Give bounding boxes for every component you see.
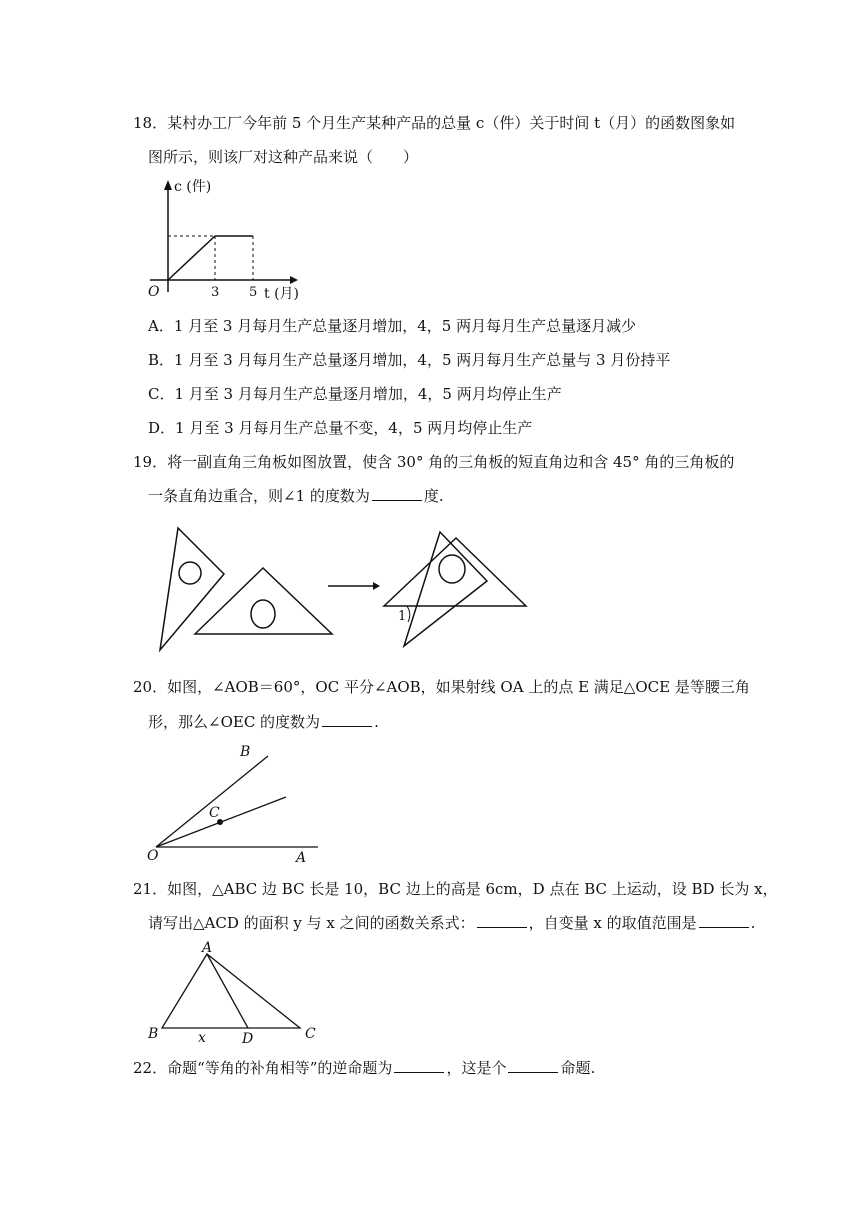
q21-line2-middle: ，自变量 x 的取值范围是 xyxy=(528,914,697,932)
q21-line2 xyxy=(148,912,755,933)
q21-label-d: D xyxy=(242,1031,254,1047)
q22-text-b: ，这是个 xyxy=(446,1059,507,1077)
q18-option-a[interactable]: A．1 月至 3 月每月生产总量逐月增加，4，5 两月每月生产总量逐月减少 xyxy=(148,317,637,335)
q22-text-a: 22．命题“等角的补角相等”的逆命题为 xyxy=(133,1059,393,1077)
q19-answer-blank[interactable] xyxy=(372,486,422,501)
q20-label-o: O xyxy=(147,848,159,864)
q18-tick-3: 3 xyxy=(211,285,220,300)
q20-line2 xyxy=(148,711,379,732)
q21-answer-blank-1[interactable] xyxy=(477,913,527,928)
q18-option-d[interactable]: D．1 月至 3 月每月生产总量不变，4，5 两月均停止生产 xyxy=(148,419,533,437)
q21-label-a: A xyxy=(202,940,213,956)
q22-answer-blank-2[interactable] xyxy=(508,1058,558,1073)
q18-tick-5: 5 xyxy=(249,285,258,300)
q19-figure xyxy=(150,524,540,654)
q18-ylabel: c (件) xyxy=(174,179,212,195)
q22-answer-blank-1[interactable] xyxy=(394,1058,444,1073)
q22-line xyxy=(133,1057,595,1078)
q21-figure xyxy=(140,940,330,1050)
q18-xlabel: t (月) xyxy=(264,286,299,302)
q19-line2-suffix: 度. xyxy=(423,487,444,505)
q21-label-c: C xyxy=(305,1026,316,1042)
q18-option-b[interactable]: B．1 月至 3 月每月生产总量逐月增加，4，5 两月每月生产总量与 3 月份持平 xyxy=(148,351,671,369)
q20-line2-suffix: . xyxy=(374,713,379,731)
q19-line2 xyxy=(148,485,444,506)
q18-graph xyxy=(140,176,320,306)
q20-label-b: B xyxy=(240,744,251,760)
q21-line2-text: 请写出△ACD 的面积 y 与 x 之间的函数关系式： xyxy=(148,914,475,932)
q20-line1: 20．如图，∠AOB＝60°，OC 平分∠AOB，如果射线 OA 上的点 E 满足△OCE 是等腰三角 xyxy=(133,678,750,696)
q18-origin-label: O xyxy=(148,284,160,300)
q20-label-c: C xyxy=(209,805,220,821)
q20-label-a: A xyxy=(296,850,307,865)
q20-answer-blank[interactable] xyxy=(322,712,372,727)
q19-line1: 19．将一副直角三角板如图放置，使含 30° 角的三角板的短直角边和含 45° 角的三角板的 xyxy=(133,453,735,471)
q21-answer-blank-2[interactable] xyxy=(699,913,749,928)
q18-option-c[interactable]: C．1 月至 3 月每月生产总量逐月增加，4，5 两月均停止生产 xyxy=(148,385,562,403)
q18-line1: 18．某村办工厂今年前 5 个月生产某种产品的总量 c（件）关于时间 t（月）的函数图象如 xyxy=(133,114,736,132)
q21-label-b: B xyxy=(148,1026,159,1042)
q22-text-c: 命题. xyxy=(560,1059,596,1077)
q19-angle-label: 1 xyxy=(398,609,407,624)
q18-line2: 图所示，则该厂对这种产品来说（ ） xyxy=(148,148,419,166)
q21-line2-suffix: . xyxy=(750,914,756,932)
q20-line2-text: 形，那么∠OEC 的度数为 xyxy=(148,713,321,731)
q21-line1: 21．如图，△ABC 边 BC 长是 10，BC 边上的高是 6cm，D 点在 BC 上运动，设 BD 长为 x， xyxy=(133,880,778,898)
q21-label-x: x xyxy=(198,1030,206,1046)
q19-line2-text: 一条直角边重合，则∠1 的度数为 xyxy=(148,487,370,505)
q20-figure xyxy=(140,740,330,865)
